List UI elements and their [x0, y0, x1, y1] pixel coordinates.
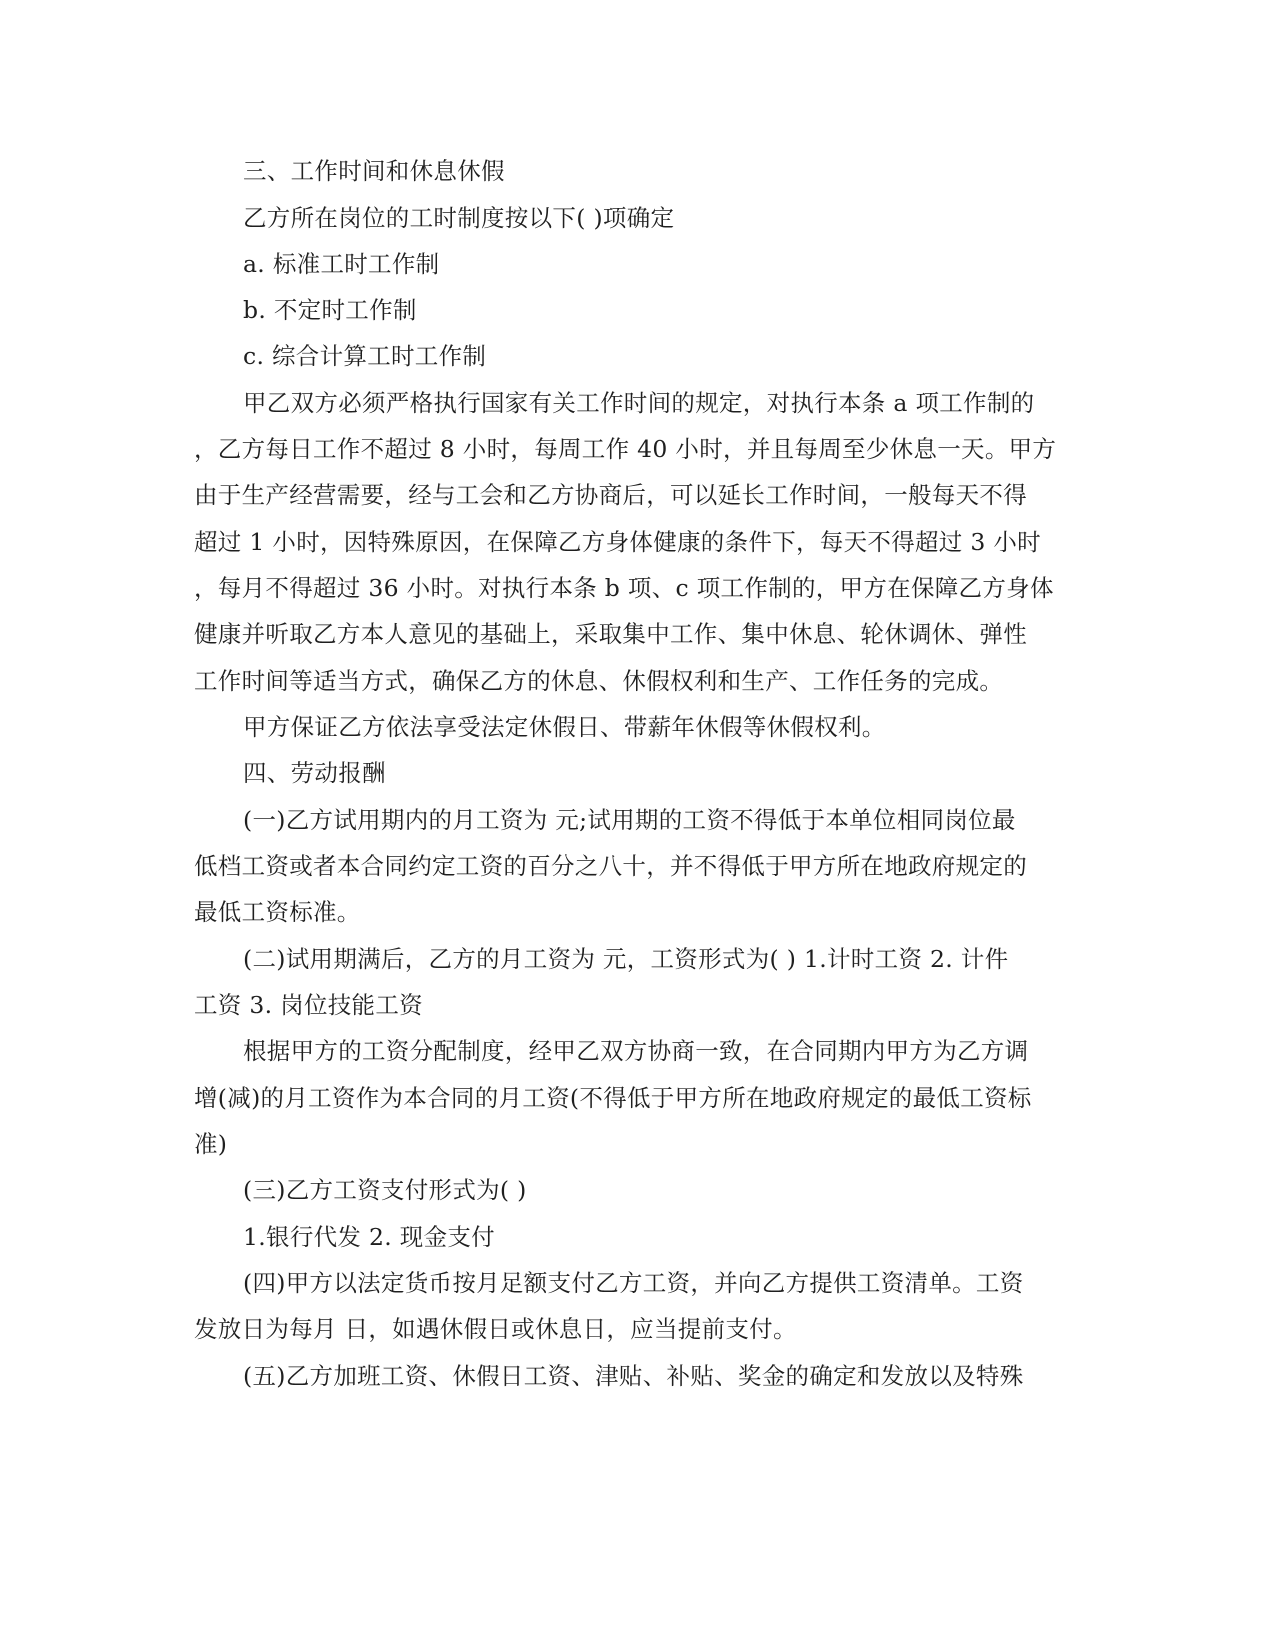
paragraph-line: (二)试用期满后，乙方的月工资为 元，工资形式为( ) 1.计时工资 2. 计件: [243, 945, 1009, 973]
paragraph-line: (三)乙方工资支付形式为( ): [243, 1176, 527, 1204]
option-c: c. 综合计算工时工作制: [243, 342, 487, 370]
paragraph-line: 健康并听取乙方本人意见的基础上，采取集中工作、集中休息、轮休调休、弹性: [194, 620, 1027, 648]
paragraph-line: 甲方保证乙方依法享受法定休假日、带薪年休假等休假权利。: [243, 713, 886, 741]
paragraph-line: 增(减)的月工资作为本合同的月工资(不得低于甲方所在地政府规定的最低工资标: [194, 1084, 1032, 1112]
paragraph-line: 由于生产经营需要，经与工会和乙方协商后，可以延长工作时间，一般每天不得: [194, 481, 1027, 509]
paragraph-line: 低档工资或者本合同约定工资的百分之八十，并不得低于甲方所在地政府规定的: [194, 852, 1027, 880]
paragraph-line: ，每月不得超过 36 小时。对执行本条 b 项、c 项工作制的，甲方在保障乙方身体: [194, 574, 1054, 602]
section-heading-remuneration: 四、劳动报酬: [243, 759, 386, 787]
paragraph-line: 甲乙双方必须严格执行国家有关工作时间的规定，对执行本条 a 项工作制的: [243, 389, 1035, 417]
paragraph-line: 最低工资标准。: [194, 898, 361, 926]
paragraph-line: 超过 1 小时，因特殊原因，在保障乙方身体健康的条件下，每天不得超过 3 小时: [194, 528, 1041, 556]
paragraph-line: 准): [194, 1130, 228, 1158]
paragraph-line: (四)甲方以法定货币按月足额支付乙方工资，并向乙方提供工资清单。工资: [243, 1269, 1024, 1297]
paragraph-line: 根据甲方的工资分配制度，经甲乙双方协商一致，在合同期内甲方为乙方调: [243, 1037, 1029, 1065]
option-b: b. 不定时工作制: [243, 296, 417, 324]
paragraph-line: 发放日为每月 日，如遇休假日或休息日，应当提前支付。: [194, 1315, 797, 1343]
paragraph-line: 1.银行代发 2. 现金支付: [243, 1223, 495, 1251]
paragraph-line: 乙方所在岗位的工时制度按以下( )项确定: [243, 204, 675, 232]
paragraph-line: 工资 3. 岗位技能工资: [194, 991, 423, 1019]
paragraph-line: ，乙方每日工作不超过 8 小时，每周工作 40 小时，并且每周至少休息一天。甲方: [194, 435, 1057, 463]
section-heading-work-hours: 三、工作时间和休息休假: [243, 157, 505, 185]
paragraph-line: 工作时间等适当方式，确保乙方的休息、休假权利和生产、工作任务的完成。: [194, 667, 1004, 695]
paragraph-line: (一)乙方试用期内的月工资为 元;试用期的工资不得低于本单位相同岗位最: [243, 806, 1016, 834]
option-a: a. 标准工时工作制: [243, 250, 440, 278]
paragraph-line: (五)乙方加班工资、休假日工资、津贴、补贴、奖金的确定和发放以及特殊: [243, 1362, 1024, 1390]
